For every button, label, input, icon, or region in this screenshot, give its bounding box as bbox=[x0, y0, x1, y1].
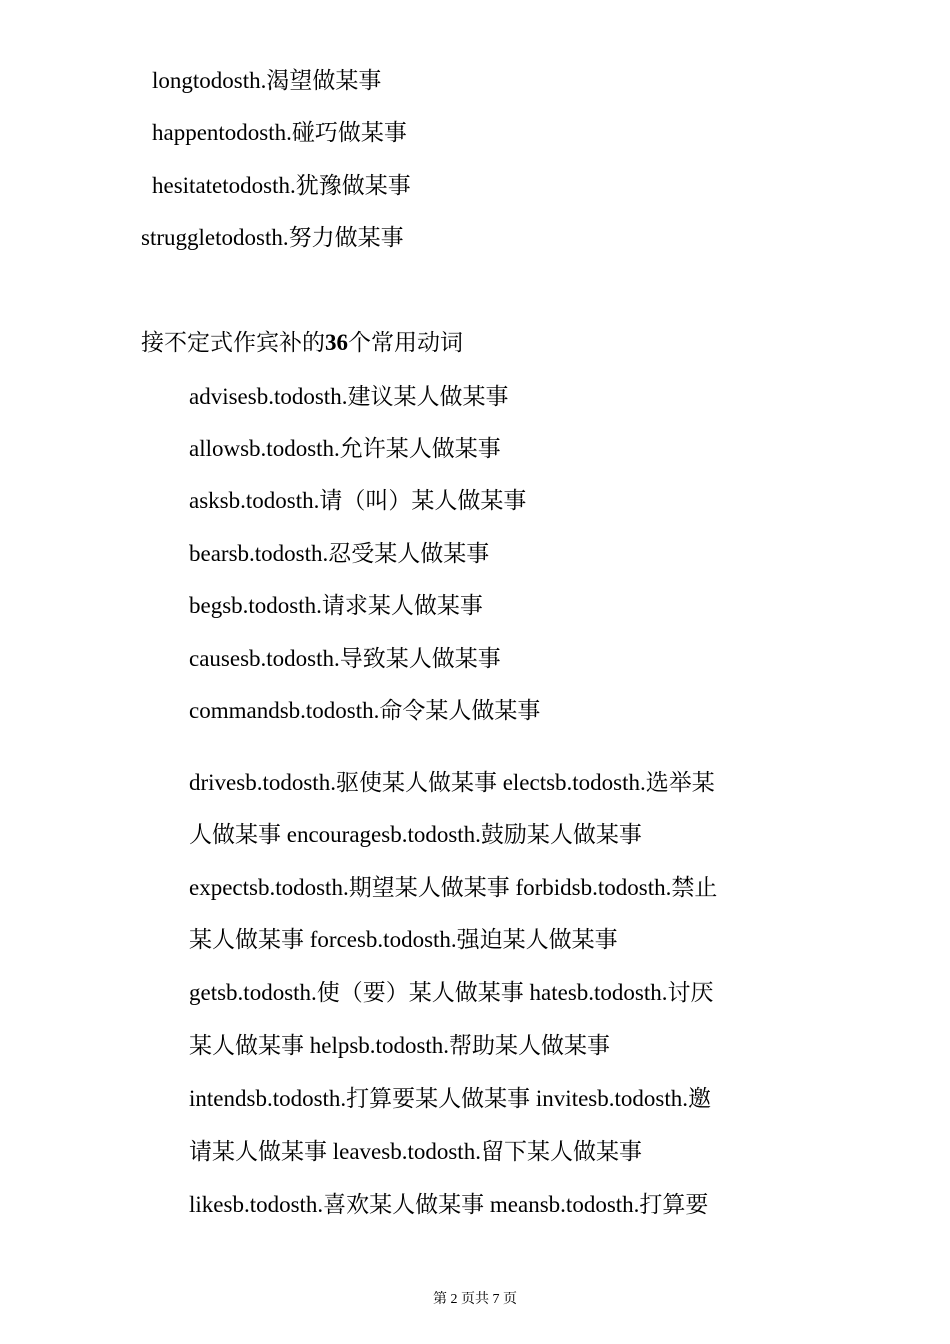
verb-item-beg: begsb.todosth.请求某人做某事 bbox=[189, 593, 483, 618]
paragraph-line: 某人做某事 forcesb.todosth.强迫某人做某事 bbox=[189, 927, 618, 952]
paragraph-line: likesb.todosth.喜欢某人做某事 meansb.todosth.打算要 bbox=[189, 1192, 709, 1217]
phrase-happen-to-do: happentodosth.碰巧做某事 bbox=[152, 120, 407, 145]
paragraph-line: 请某人做某事 leavesb.todosth.留下某人做某事 bbox=[189, 1139, 642, 1164]
section-heading bbox=[141, 328, 463, 358]
paragraph-line: drivesb.todosth.驱使某人做某事 electsb.todosth.选举某 bbox=[189, 770, 715, 795]
page-footer: 第 2 页共 7 页 bbox=[433, 1292, 517, 1307]
phrase-long-to-do: longtodosth.渴望做某事 bbox=[152, 68, 382, 93]
verb-item-ask: asksb.todosth.请（叫）某人做某事 bbox=[189, 488, 527, 513]
verb-item-cause: causesb.todosth.导致某人做某事 bbox=[189, 646, 501, 671]
verb-item-command: commandsb.todosth.命令某人做某事 bbox=[189, 698, 541, 723]
heading-number: 36 bbox=[325, 330, 348, 355]
heading-suffix: 个常用动词 bbox=[348, 330, 463, 355]
paragraph-line: 某人做某事 helpsb.todosth.帮助某人做某事 bbox=[189, 1033, 611, 1058]
phrase-struggle-to-do: struggletodosth.努力做某事 bbox=[141, 225, 404, 250]
paragraph-line: 人做某事 encouragesb.todosth.鼓励某人做某事 bbox=[189, 822, 642, 847]
paragraph-line: expectsb.todosth.期望某人做某事 forbidsb.todosth.禁止 bbox=[189, 875, 718, 900]
phrase-hesitate-to-do: hesitatetodosth.犹豫做某事 bbox=[152, 173, 411, 198]
paragraph-line: intendsb.todosth.打算要某人做某事 invitesb.todosth.邀 bbox=[189, 1086, 711, 1111]
heading-prefix: 接不定式作宾补的 bbox=[141, 330, 325, 355]
verb-item-bear: bearsb.todosth.忍受某人做某事 bbox=[189, 541, 490, 566]
verb-item-allow: allowsb.todosth.允许某人做某事 bbox=[189, 436, 501, 461]
verb-item-advise: advisesb.todosth.建议某人做某事 bbox=[189, 384, 509, 409]
paragraph-line: getsb.todosth.使（要）某人做某事 hatesb.todosth.讨厌 bbox=[189, 980, 714, 1005]
